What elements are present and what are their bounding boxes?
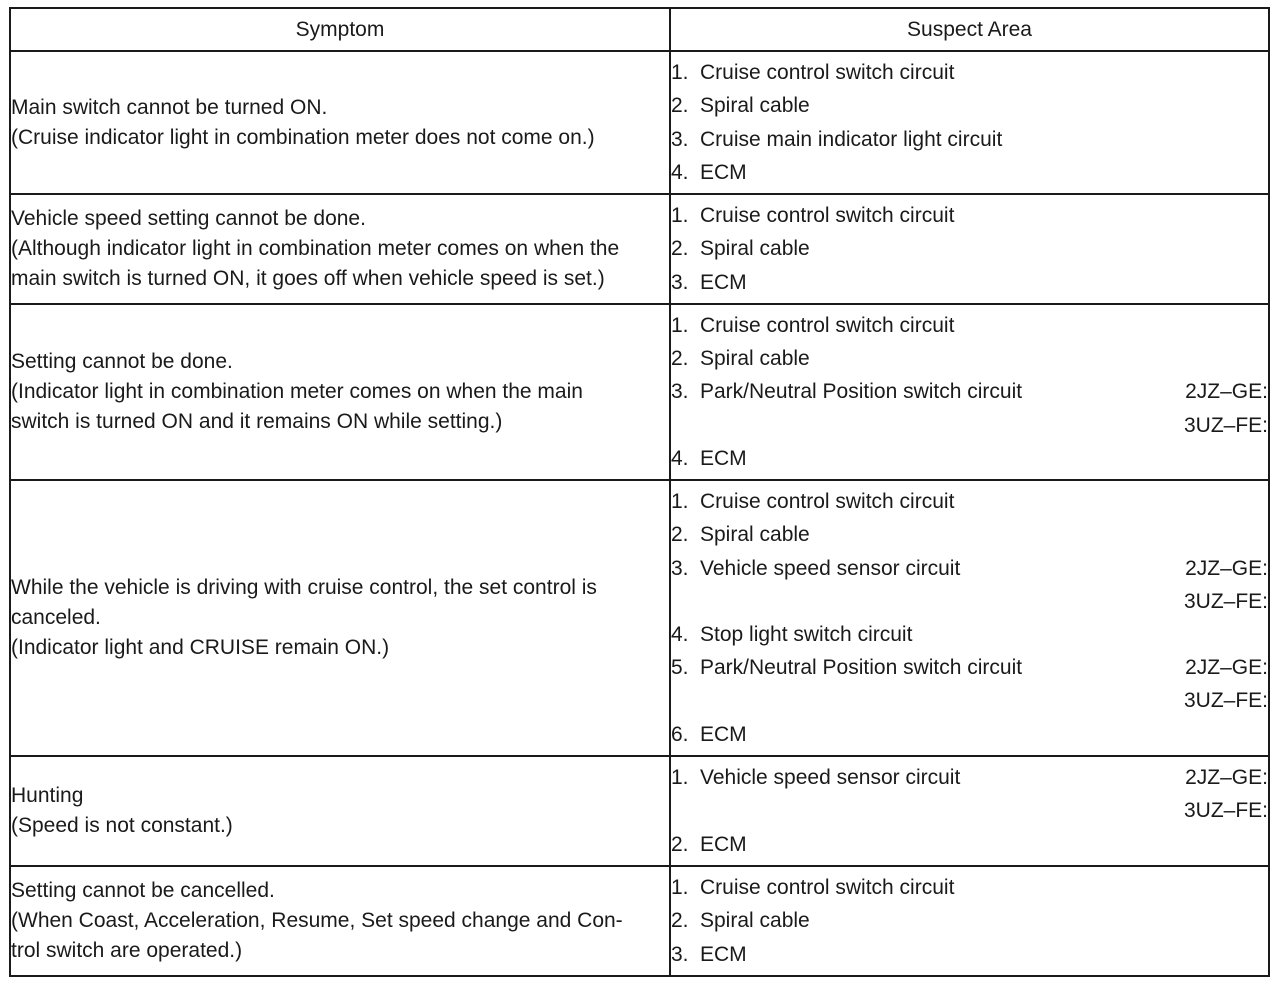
symptom-cell — [10, 194, 670, 304]
suspect-item-text: Cruise control switch circuit — [700, 876, 955, 900]
suspect-item — [671, 156, 1268, 189]
suspect-item — [671, 56, 1268, 89]
suspect-item — [671, 552, 1268, 618]
suspect-item — [671, 89, 1268, 122]
suspect-item-number: 2. — [671, 523, 689, 547]
engine-codes — [1184, 761, 1268, 827]
symptom-cell — [10, 866, 670, 976]
engine-codes — [1184, 552, 1268, 618]
suspect-item-number: 1. — [671, 313, 689, 337]
suspect-item-text: Spiral cable — [700, 909, 810, 933]
suspect-item-text: ECM — [700, 160, 747, 184]
suspect-item — [671, 342, 1268, 375]
suspect-item-number: 3. — [671, 556, 689, 580]
suspect-area-cell — [670, 866, 1269, 976]
engine-codes — [1184, 375, 1268, 441]
table-row — [10, 51, 1269, 194]
suspect-item-number: 3. — [671, 380, 689, 404]
suspect-item-number: 3. — [671, 127, 689, 151]
suspect-item — [671, 651, 1268, 717]
symptom-text: (Indicator light and CRUISE remain ON.) — [11, 636, 390, 659]
suspect-item — [671, 232, 1268, 265]
suspect-item-number: 6. — [671, 722, 689, 746]
header-row — [10, 8, 1269, 51]
symptom-text: main switch is turned ON, it goes off when vehicle speed is set.) — [11, 267, 605, 290]
suspect-item-text: Cruise control switch circuit — [700, 61, 955, 85]
suspect-area-cell — [670, 756, 1269, 866]
suspect-item-number: 2. — [671, 347, 689, 371]
suspect-item — [671, 375, 1268, 441]
symptom-cell — [10, 756, 670, 866]
suspect-item-text: Vehicle speed sensor circuit — [700, 766, 961, 790]
engine-code: 3UZ–FE: — [1183, 413, 1268, 437]
suspect-area-cell — [670, 51, 1269, 194]
suspect-item — [671, 123, 1268, 156]
symptom-text: (Speed is not constant.) — [11, 814, 233, 837]
symptom-text: (When Coast, Acceleration, Resume, Set speed change and Con- — [11, 909, 623, 932]
suspect-item-number: 2. — [671, 909, 689, 933]
symptom-text: (Indicator light in combination meter comes on when the main — [11, 380, 583, 403]
suspect-item-number: 5. — [671, 656, 689, 680]
suspect-item — [671, 761, 1268, 827]
suspect-item-text: Cruise control switch circuit — [700, 490, 955, 514]
suspect-item-text: Cruise control switch circuit — [700, 204, 955, 228]
suspect-item — [671, 199, 1268, 232]
table-row — [10, 756, 1269, 866]
suspect-item-number: 1. — [671, 490, 689, 514]
engine-code: 2JZ–GE: — [1185, 380, 1268, 404]
symptom-text: Setting cannot be done. — [11, 350, 233, 373]
suspect-area-cell — [670, 194, 1269, 304]
suspect-item — [671, 618, 1268, 651]
engine-code: 3UZ–FE: — [1183, 689, 1268, 713]
suspect-item-number: 1. — [671, 766, 689, 790]
symptom-text: trol switch are operated.) — [11, 939, 243, 962]
suspect-item-number: 3. — [671, 942, 689, 966]
suspect-item-text: Vehicle speed sensor circuit — [700, 556, 961, 580]
symptom-text: Vehicle speed setting cannot be done. — [11, 207, 366, 230]
suspect-item — [671, 828, 1268, 861]
engine-code: 2JZ–GE: — [1185, 556, 1268, 580]
suspect-item — [671, 871, 1268, 904]
engine-code: 3UZ–FE: — [1183, 799, 1268, 823]
suspect-item-text: Park/Neutral Position switch circuit — [700, 656, 1023, 680]
suspect-item-number: 2. — [671, 94, 689, 118]
suspect-item — [671, 309, 1268, 342]
suspect-item-text: Spiral cable — [700, 347, 810, 371]
suspect-item-number: 2. — [671, 237, 689, 261]
suspect-item-text: ECM — [700, 270, 747, 294]
suspect-item-number: 1. — [671, 61, 689, 85]
suspect-item-text: Park/Neutral Position switch circuit — [700, 380, 1023, 404]
table-row — [10, 480, 1269, 756]
suspect-item — [671, 718, 1268, 751]
suspect-item-number: 1. — [671, 204, 689, 228]
symptom-text: While the vehicle is driving with cruise control, the set control is — [11, 576, 597, 599]
suspect-area-header: Suspect Area — [670, 8, 1269, 51]
engine-code: 2JZ–GE: — [1185, 766, 1268, 790]
suspect-area-cell — [670, 304, 1269, 480]
troubleshooting-table — [9, 7, 1270, 977]
suspect-item-text: Spiral cable — [700, 523, 810, 547]
suspect-item-number: 4. — [671, 160, 689, 184]
table-row — [10, 304, 1269, 480]
suspect-item-text: ECM — [700, 942, 747, 966]
suspect-item — [671, 485, 1268, 518]
table-row — [10, 866, 1269, 976]
symptom-cell — [10, 480, 670, 756]
symptom-text: Main switch cannot be turned ON. — [11, 95, 328, 119]
suspect-item-text: ECM — [700, 446, 747, 470]
suspect-item-text: Stop light switch circuit — [700, 623, 913, 646]
engine-code: 3UZ–FE: — [1183, 589, 1268, 613]
suspect-item — [671, 938, 1268, 971]
symptom-text: Setting cannot be cancelled. — [11, 879, 275, 902]
suspect-item-number: 4. — [671, 446, 689, 470]
engine-codes — [1184, 651, 1268, 717]
symptom-text: Hunting — [11, 784, 84, 807]
suspect-item-text: Cruise control switch circuit — [700, 313, 955, 337]
suspect-item-number: 4. — [671, 623, 689, 646]
suspect-item-text: ECM — [700, 832, 747, 856]
symptom-text: (Although indicator light in combination meter comes on when the — [11, 237, 620, 260]
suspect-item — [671, 442, 1268, 475]
suspect-item-text: ECM — [700, 722, 747, 746]
suspect-item-text: Spiral cable — [700, 94, 810, 118]
symptom-cell — [10, 304, 670, 480]
table-row — [10, 194, 1269, 304]
suspect-area-cell — [670, 480, 1269, 756]
symptom-cell — [10, 51, 670, 194]
suspect-item-number: 1. — [671, 876, 689, 900]
suspect-item-text: Spiral cable — [700, 237, 810, 261]
suspect-item-number: 2. — [671, 832, 689, 856]
suspect-item — [671, 904, 1268, 937]
symptom-header: Symptom — [10, 8, 670, 51]
symptom-text: (Cruise indicator light in combination meter does not come on.) — [11, 125, 595, 149]
engine-code: 2JZ–GE: — [1185, 656, 1268, 680]
suspect-item — [671, 266, 1268, 299]
table-body — [10, 51, 1269, 976]
suspect-item-number: 3. — [671, 270, 689, 294]
symptom-text: switch is turned ON and it remains ON while setting.) — [11, 410, 503, 433]
suspect-item — [671, 518, 1268, 551]
suspect-item-text: Cruise main indicator light circuit — [700, 127, 1003, 151]
symptom-text: canceled. — [11, 606, 101, 629]
